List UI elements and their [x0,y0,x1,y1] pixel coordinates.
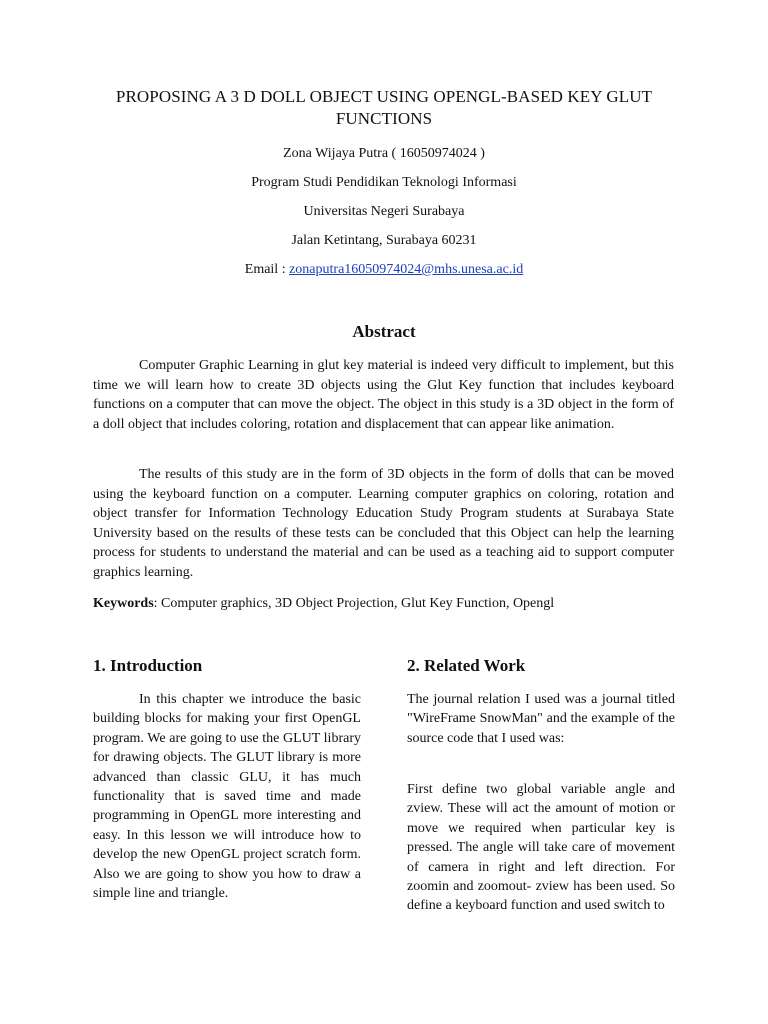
abstract-paragraph-2 [93,465,674,582]
abstract-paragraph-1 [93,356,674,434]
keywords-text: : Computer graphics, 3D Object Projection, Glut Key Function, Opengl [153,596,555,611]
paper-title: PROPOSING A 3 D DOLL OBJECT USING OPENGL-BASED KEY GLUT FUNCTIONS [115,87,653,128]
department-line: Program Studi Pendidikan Teknologi Informasi [251,175,517,190]
author-line: Zona Wijaya Putra ( 16050974024 ) [283,146,485,161]
introduction-text [93,690,361,903]
introduction-text-body: In this chapter we introduce the basic building blocks for making your first OpenGL program. We are going to use the GLUT library for drawing objects. The GLUT library is more advanced than classic GLU, it has much functionality that is saved time and made programming in OpenGL more interesting and easy. In this lesson we will introduce how to develop the new OpenGL project scratch form. Also we are going to show you how to draw a simple line and triangle. [93,692,361,902]
introduction-heading: 1. Introduction [93,656,203,675]
related-work-heading: 2. Related Work [407,656,526,675]
keywords-label: Keywords [93,596,154,611]
abstract-heading: Abstract [352,322,416,341]
related-work-paragraph-2: First define two global variable angle and zview. These will act the amount of motion or move we required when particular key is pressed. The angle will take care of movement of camera in right and left direction. For zoomin and zoomout- zview has been used. So define a keyboard function and used switch to [407,782,675,914]
abstract-p1-text: Computer Graphic Learning in glut key material is indeed very difficult to implement, but this time we will learn how to create 3D objects using the Glut Key function that includes keyboard functions on a computer that can move the object. The object in this study is a 3D object in the form of a doll object that includes coloring, rotation and displacement that can appear like animation. [93,358,674,432]
university-line: Universitas Negeri Surabaya [303,204,465,219]
related-work-paragraph-1: The journal relation I used was a journal titled "WireFrame SnowMan" and the example of the source code that I used was: [407,692,675,746]
email-link[interactable]: zonaputra16050974024@mhs.unesa.ac.id [289,262,524,277]
keywords-line [93,594,554,614]
abstract-p2-text: The results of this study are in the form of 3D objects in the form of dolls that can be moved using the keyboard function on a computer. Learning computer graphics on coloring, rotation and object transfer for Information Technology Education Study Program students at Surabaya State University based on the results of these tests can be concluded that this Object can help the learning process for students to understand the material and can be used as a teaching aid to support computer graphics learning. [93,467,674,580]
email-label: Email : [244,262,290,277]
email-line [0,261,768,279]
address-line: Jalan Ketintang, Surabaya 60231 [291,233,477,248]
